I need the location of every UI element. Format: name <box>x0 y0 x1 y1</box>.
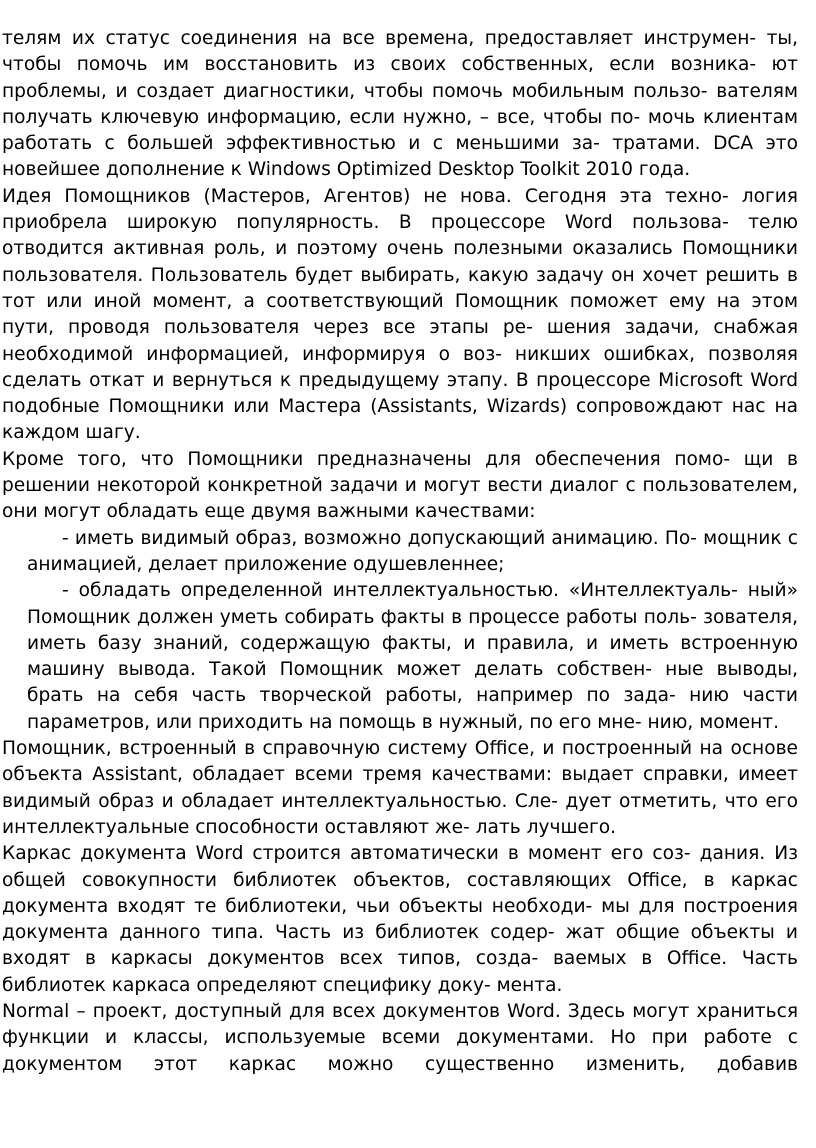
list-item-intelligence: - обладать определенной интеллектуальностью. «Интеллектуаль- ный» Помощник должен уметь собирать факты в процессе работы поль- зователя, иметь базу знаний, содержащую факты, и правила, и иметь встроенную машину вывода. Такой Помощник может делать собствен- ные выводы, брать на себя часть творческой работы, например по зада- нию части параметров, или приходить на помощь в нужный, по его мне- нию, момент. <box>27 580 798 733</box>
paragraph-office-assistant: Помощник, встроенный в справочную систему Office, и построенный на основе объекта Assistant, обладает всеми тремя качествами: выдает справки, имеет видимый образ и обладает интеллектуальностью. Сле- дует отметить, что его интеллектуальные способности оставляют же- лать лучшего. <box>2 738 798 838</box>
paragraph-normal-project: Normal – проект, доступный для всех документов Word. Здесь могут храниться функции и классы, используемые всеми документами. Но при работе с документом этот каркас можно существенно изменить, добавив <box>2 1000 798 1075</box>
document-body <box>2 26 798 1078</box>
paragraph-status-connection: телям их статус соединения на все времена, предоставляет инструмен- ты, чтобы помочь им восстановить из своих собственных, если возника- ют проблемы, и создает диагностики, чтобы помочь мобильным пользо- вателям получать ключевую информацию, если нужно, – все, чтобы по- мочь клиентам работать с большей эффективностью и с меньшими за- тратами. DCA это новейшее дополнение к Windows Optimized Desktop Toolkit 2010 года. <box>2 28 798 181</box>
paragraph-document-framework: Каркас документа Word строится автоматически в момент его соз- дания. Из общей совокупности библиотек объектов, составляющих Office, в каркас документа входят те библиотеки, чьи объекты необходи- мы для построения документа данного типа. Часть из библиотек содер- жат общие объекты и входят в каркасы документов всех типов, созда- ваемых в Office. Часть библиотек каркаса определяют специфику доку- мента. <box>2 843 798 996</box>
list-item-visible-image: - иметь видимый образ, возможно допускающий анимацию. По- мощник с анимацией, делает приложение одушевленнее; <box>27 527 798 575</box>
paragraph-assistants-idea: Идея Помощников (Мастеров, Агентов) не нова. Сегодня эта техно- логия приобрела широкую популярность. В процессоре Word пользова- телю отводится активная роль, и поэтому очень полезными оказались Помощники пользователя. Пользователь будет выбирать, какую задачу он хочет решить в тот или иной момент, а соответствующий Помощник поможет ему на этом пути, проводя пользователя через все этапы ре- шения задачи, снабжая необходимой информацией, информируя о воз- никших ошибках, позволяя сделать откат и вернуться к предыдущему этапу. В процессоре Microsoft Word подобные Помощники или Мастера (Assistants, Wizards) сопровождают нас на каждом шагу. <box>2 185 798 444</box>
paragraph-assistants-qualities: Кроме того, что Помощники предназначены для обеспечения помо- щи в решении некоторой конкретной задачи и могут вести диалог с пользователем, они могут обладать еще двумя важными качествами: <box>2 448 798 523</box>
